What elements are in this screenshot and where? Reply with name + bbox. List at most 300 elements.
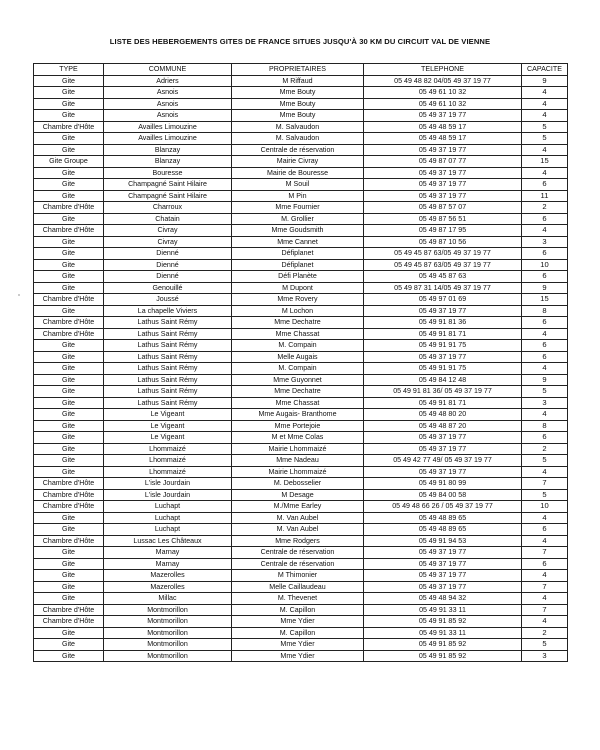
commune-cell: Blanzay	[104, 156, 232, 168]
type-cell: Gite	[34, 432, 104, 444]
table-row	[34, 213, 568, 225]
proprietaire-cell: Mme Dechatre	[232, 386, 364, 398]
telephone-cell: 05 49 91 80 99	[364, 478, 522, 490]
table-row	[34, 593, 568, 605]
table-row	[34, 305, 568, 317]
capacite-cell: 3	[522, 397, 568, 409]
proprietaire-cell: Mme Chassat	[232, 397, 364, 409]
capacite-cell: 7	[522, 478, 568, 490]
commune-cell: Luchapt	[104, 512, 232, 524]
capacite-cell: 6	[522, 248, 568, 260]
commune-cell: Blanzay	[104, 144, 232, 156]
capacite-cell: 9	[522, 75, 568, 87]
commune-cell: Champagné Saint Hilaire	[104, 179, 232, 191]
type-cell: Chambre d'Hôte	[34, 478, 104, 490]
commune-cell: Montmorillon	[104, 616, 232, 628]
proprietaire-cell: Mme Goudsmith	[232, 225, 364, 237]
capacite-cell: 5	[522, 133, 568, 145]
telephone-cell: 05 49 91 81 36	[364, 317, 522, 329]
commune-cell: Chatain	[104, 213, 232, 225]
proprietaire-cell: M. Salvaudon	[232, 121, 364, 133]
commune-cell: Marnay	[104, 558, 232, 570]
proprietaire-cell: Melle Augais	[232, 351, 364, 363]
proprietaire-cell: Mme Bouty	[232, 110, 364, 122]
table-row	[34, 294, 568, 306]
type-cell: Chambre d'Hôte	[34, 328, 104, 340]
table-row	[34, 202, 568, 214]
table-row	[34, 363, 568, 375]
table-row	[34, 512, 568, 524]
telephone-cell: 05 49 48 59 17	[364, 133, 522, 145]
commune-cell: Asnois	[104, 98, 232, 110]
capacite-cell: 8	[522, 420, 568, 432]
telephone-cell: 05 49 87 17 95	[364, 225, 522, 237]
table-row	[34, 432, 568, 444]
telephone-cell: 05 49 37 19 77	[364, 144, 522, 156]
column-header-proprietaires: PROPRIETAIRES	[232, 64, 364, 76]
capacite-cell: 4	[522, 110, 568, 122]
commune-cell: Genouillé	[104, 282, 232, 294]
capacite-cell: 6	[522, 340, 568, 352]
table-row	[34, 121, 568, 133]
type-cell: Gite	[34, 374, 104, 386]
telephone-cell: 05 49 87 07 77	[364, 156, 522, 168]
commune-cell: Bouresse	[104, 167, 232, 179]
type-cell: Gite	[34, 455, 104, 467]
proprietaire-cell: M. Compain	[232, 363, 364, 375]
capacite-cell: 7	[522, 547, 568, 559]
telephone-cell: 05 49 37 19 77	[364, 581, 522, 593]
proprietaire-cell: M. Van Aubel	[232, 512, 364, 524]
telephone-cell: 05 49 91 85 92	[364, 650, 522, 662]
capacite-cell: 9	[522, 374, 568, 386]
commune-cell: Lhommaizé	[104, 455, 232, 467]
telephone-cell: 05 49 87 56 51	[364, 213, 522, 225]
commune-cell: Dienné	[104, 248, 232, 260]
commune-cell: Lathus Saint Rémy	[104, 397, 232, 409]
capacite-cell: 4	[522, 535, 568, 547]
table-row	[34, 570, 568, 582]
commune-cell: Asnois	[104, 110, 232, 122]
type-cell: Gite Groupe	[34, 156, 104, 168]
type-cell: Gite	[34, 363, 104, 375]
table-header	[34, 64, 568, 76]
proprietaire-cell: Mme Chassat	[232, 328, 364, 340]
telephone-cell: 05 49 37 19 77	[364, 190, 522, 202]
proprietaire-cell: M. Salvaudon	[232, 133, 364, 145]
type-cell: Gite	[34, 558, 104, 570]
commune-cell: Lathus Saint Rémy	[104, 374, 232, 386]
type-cell: Gite	[34, 305, 104, 317]
type-cell: Gite	[34, 512, 104, 524]
commune-cell: Montmorillon	[104, 650, 232, 662]
telephone-cell: 05 49 45 87 63/05 49 37 19 77	[364, 259, 522, 271]
capacite-cell: 5	[522, 639, 568, 651]
capacite-cell: 4	[522, 328, 568, 340]
table-row	[34, 236, 568, 248]
telephone-cell: 05 49 48 59 17	[364, 121, 522, 133]
telephone-cell: 05 49 37 19 77	[364, 547, 522, 559]
telephone-cell: 05 49 91 91 75	[364, 363, 522, 375]
table-row	[34, 639, 568, 651]
proprietaire-cell: M. Grollier	[232, 213, 364, 225]
proprietaire-cell: Mme Bouty	[232, 98, 364, 110]
capacite-cell: 6	[522, 179, 568, 191]
telephone-cell: 05 49 37 19 77	[364, 443, 522, 455]
commune-cell: Dienné	[104, 259, 232, 271]
telephone-cell: 05 49 37 19 77	[364, 305, 522, 317]
commune-cell: Lhommaizé	[104, 466, 232, 478]
table-row	[34, 328, 568, 340]
table-row	[34, 167, 568, 179]
capacite-cell: 4	[522, 409, 568, 421]
telephone-cell: 05 49 87 10 56	[364, 236, 522, 248]
proprietaire-cell: Mairie Lhommaizé	[232, 466, 364, 478]
commune-cell: Mazerolles	[104, 581, 232, 593]
capacite-cell: 10	[522, 501, 568, 513]
capacite-cell: 4	[522, 225, 568, 237]
proprietaire-cell: Mme Guyonnet	[232, 374, 364, 386]
proprietaire-cell: Mairie Lhommaizé	[232, 443, 364, 455]
commune-cell: L'isle Jourdain	[104, 478, 232, 490]
proprietaire-cell: Défiplanet	[232, 248, 364, 260]
proprietaire-cell: Mairie Civray	[232, 156, 364, 168]
capacite-cell: 6	[522, 524, 568, 536]
proprietaire-cell: M et Mme Colas	[232, 432, 364, 444]
type-cell: Gite	[34, 650, 104, 662]
proprietaire-cell: Mme Dechatre	[232, 317, 364, 329]
commune-cell: Lathus Saint Rémy	[104, 351, 232, 363]
table-row	[34, 478, 568, 490]
table-row	[34, 558, 568, 570]
type-cell: Gite	[34, 236, 104, 248]
type-cell: Gite	[34, 98, 104, 110]
proprietaire-cell: Mairie de Bouresse	[232, 167, 364, 179]
proprietaire-cell: Mme Cannet	[232, 236, 364, 248]
proprietaire-cell: M Desage	[232, 489, 364, 501]
table-row	[34, 443, 568, 455]
commune-cell: Mazerolles	[104, 570, 232, 582]
type-cell: Gite	[34, 248, 104, 260]
table-row	[34, 409, 568, 421]
type-cell: Gite	[34, 386, 104, 398]
type-cell: Chambre d'Hôte	[34, 535, 104, 547]
table-row	[34, 524, 568, 536]
type-cell: Chambre d'Hôte	[34, 616, 104, 628]
telephone-cell: 05 49 45 87 63	[364, 271, 522, 283]
commune-cell: Joussé	[104, 294, 232, 306]
type-cell: Chambre d'Hôte	[34, 489, 104, 501]
table-row	[34, 282, 568, 294]
capacite-cell: 2	[522, 443, 568, 455]
column-header-capacite: CAPACITE	[522, 64, 568, 76]
capacite-cell: 6	[522, 351, 568, 363]
table-row	[34, 317, 568, 329]
type-cell: Gite	[34, 340, 104, 352]
proprietaire-cell: M Dupont	[232, 282, 364, 294]
capacite-cell: 6	[522, 432, 568, 444]
type-cell: Gite	[34, 282, 104, 294]
telephone-cell: 05 49 84 12 48	[364, 374, 522, 386]
capacite-cell: 4	[522, 167, 568, 179]
type-cell: Gite	[34, 179, 104, 191]
telephone-cell: 05 49 91 81 71	[364, 328, 522, 340]
capacite-cell: 11	[522, 190, 568, 202]
proprietaire-cell: Centrale de réservation	[232, 547, 364, 559]
commune-cell: Lathus Saint Rémy	[104, 317, 232, 329]
proprietaire-cell: M. Van Aubel	[232, 524, 364, 536]
proprietaire-cell: Mme Rodgers	[232, 535, 364, 547]
table-row	[34, 110, 568, 122]
table-row	[34, 156, 568, 168]
commune-cell: Millac	[104, 593, 232, 605]
proprietaire-cell: Mme Ydier	[232, 616, 364, 628]
telephone-cell: 05 49 87 57 07	[364, 202, 522, 214]
type-cell: Gite	[34, 190, 104, 202]
type-cell: Chambre d'Hôte	[34, 121, 104, 133]
capacite-cell: 7	[522, 581, 568, 593]
table-row	[34, 489, 568, 501]
table-row	[34, 604, 568, 616]
table-row	[34, 420, 568, 432]
proprietaire-cell: M Lochon	[232, 305, 364, 317]
capacite-cell: 8	[522, 305, 568, 317]
commune-cell: Lussac Les Châteaux	[104, 535, 232, 547]
table-row	[34, 225, 568, 237]
type-cell: Gite	[34, 570, 104, 582]
table-row	[34, 133, 568, 145]
capacite-cell: 4	[522, 616, 568, 628]
proprietaire-cell: M Pin	[232, 190, 364, 202]
type-cell: Chambre d'Hôte	[34, 317, 104, 329]
type-cell: Gite	[34, 547, 104, 559]
type-cell: Gite	[34, 627, 104, 639]
telephone-cell: 05 49 61 10 32	[364, 98, 522, 110]
proprietaire-cell: Mme Ydier	[232, 650, 364, 662]
type-cell: Chambre d'Hôte	[34, 225, 104, 237]
telephone-cell: 05 49 37 19 77	[364, 351, 522, 363]
telephone-cell: 05 49 37 19 77	[364, 570, 522, 582]
capacite-cell: 15	[522, 156, 568, 168]
telephone-cell: 05 49 48 89 65	[364, 512, 522, 524]
type-cell: Gite	[34, 75, 104, 87]
type-cell: Chambre d'Hôte	[34, 294, 104, 306]
commune-cell: Asnois	[104, 87, 232, 99]
type-cell: Gite	[34, 581, 104, 593]
commune-cell: Adriers	[104, 75, 232, 87]
table-row	[34, 144, 568, 156]
proprietaire-cell: Défi Planète	[232, 271, 364, 283]
telephone-cell: 05 49 48 66 26 / 05 49 37 19 77	[364, 501, 522, 513]
table-row	[34, 248, 568, 260]
commune-cell: Dienné	[104, 271, 232, 283]
type-cell: Gite	[34, 524, 104, 536]
capacite-cell: 4	[522, 466, 568, 478]
table-row	[34, 374, 568, 386]
type-cell: Chambre d'Hôte	[34, 202, 104, 214]
type-cell: Gite	[34, 259, 104, 271]
commune-cell: Luchapt	[104, 524, 232, 536]
commune-cell: Montmorillon	[104, 604, 232, 616]
commune-cell: Availles Limouzine	[104, 121, 232, 133]
telephone-cell: 05 49 37 19 77	[364, 558, 522, 570]
table-row	[34, 340, 568, 352]
commune-cell: Champagné Saint Hilaire	[104, 190, 232, 202]
commune-cell: Lathus Saint Rémy	[104, 340, 232, 352]
telephone-cell: 05 49 61 10 32	[364, 87, 522, 99]
proprietaire-cell: M. Debosselier	[232, 478, 364, 490]
capacite-cell: 9	[522, 282, 568, 294]
telephone-cell: 05 49 37 19 77	[364, 179, 522, 191]
capacite-cell: 4	[522, 570, 568, 582]
capacite-cell: 6	[522, 317, 568, 329]
capacite-cell: 10	[522, 259, 568, 271]
proprietaire-cell: M./Mme Earley	[232, 501, 364, 513]
proprietaire-cell: Mme Rovery	[232, 294, 364, 306]
proprietaire-cell: M. Compain	[232, 340, 364, 352]
table-row	[34, 547, 568, 559]
capacite-cell: 2	[522, 627, 568, 639]
capacite-cell: 4	[522, 144, 568, 156]
type-cell: Gite	[34, 213, 104, 225]
commune-cell: Luchapt	[104, 501, 232, 513]
telephone-cell: 05 49 97 01 69	[364, 294, 522, 306]
capacite-cell: 4	[522, 593, 568, 605]
commune-cell: Lathus Saint Rémy	[104, 363, 232, 375]
table-row	[34, 179, 568, 191]
telephone-cell: 05 49 84 00 58	[364, 489, 522, 501]
telephone-cell: 05 49 37 19 77	[364, 110, 522, 122]
telephone-cell: 05 49 91 33 11	[364, 604, 522, 616]
document-title: LISTE DES HEBERGEMENTS GITES DE FRANCE SITUES JUSQU'À 30 KM DU CIRCUIT VAL DE VIENNE	[109, 37, 491, 46]
type-cell: Gite	[34, 397, 104, 409]
capacite-cell: 6	[522, 213, 568, 225]
commune-cell: La chapelle Viviers	[104, 305, 232, 317]
commune-cell: Le Vigeant	[104, 409, 232, 421]
type-cell: Gite	[34, 167, 104, 179]
commune-cell: Lhommaizé	[104, 443, 232, 455]
table-row	[34, 535, 568, 547]
table-row	[34, 616, 568, 628]
commune-cell: Availles Limouzine	[104, 133, 232, 145]
table-row	[34, 501, 568, 513]
type-cell: Chambre d'Hôte	[34, 501, 104, 513]
proprietaire-cell: Défiplanet	[232, 259, 364, 271]
commune-cell: Civray	[104, 225, 232, 237]
type-cell: Gite	[34, 639, 104, 651]
proprietaire-cell: Melle Caillaudeau	[232, 581, 364, 593]
capacite-cell: 2	[522, 202, 568, 214]
commune-cell: Lathus Saint Rémy	[104, 328, 232, 340]
table-row	[34, 271, 568, 283]
table-row	[34, 75, 568, 87]
telephone-cell: 05 49 48 94 32	[364, 593, 522, 605]
commune-cell: Le Vigeant	[104, 420, 232, 432]
telephone-cell: 05 49 37 19 77	[364, 432, 522, 444]
proprietaire-cell: M Souil	[232, 179, 364, 191]
proprietaire-cell: Centrale de réservation	[232, 558, 364, 570]
capacite-cell: 7	[522, 604, 568, 616]
proprietaire-cell: Mme Fournier	[232, 202, 364, 214]
table-row	[34, 455, 568, 467]
capacite-cell: 4	[522, 512, 568, 524]
table-row	[34, 259, 568, 271]
capacite-cell: 4	[522, 363, 568, 375]
column-header-telephone: TELEPHONE	[364, 64, 522, 76]
proprietaire-cell: Mme Bouty	[232, 87, 364, 99]
telephone-cell: 05 49 91 91 75	[364, 340, 522, 352]
type-cell: Gite	[34, 87, 104, 99]
proprietaire-cell: M. Capillon	[232, 604, 364, 616]
commune-cell: L'isle Jourdain	[104, 489, 232, 501]
commune-cell: Montmorillon	[104, 639, 232, 651]
telephone-cell: 05 49 42 77 49/ 05 49 37 19 77	[364, 455, 522, 467]
capacite-cell: 6	[522, 558, 568, 570]
commune-cell: Le Vigeant	[104, 432, 232, 444]
capacite-cell: 4	[522, 98, 568, 110]
telephone-cell: 05 49 91 33 11	[364, 627, 522, 639]
table-row	[34, 87, 568, 99]
type-cell: Gite	[34, 133, 104, 145]
table-row	[34, 581, 568, 593]
table-row	[34, 397, 568, 409]
table-body	[34, 75, 568, 662]
telephone-cell: 05 49 91 81 71	[364, 397, 522, 409]
telephone-cell: 05 49 37 19 77	[364, 466, 522, 478]
capacite-cell: 15	[522, 294, 568, 306]
capacite-cell: 3	[522, 650, 568, 662]
capacite-cell: 6	[522, 271, 568, 283]
type-cell: Gite	[34, 593, 104, 605]
commune-cell: Montmorillon	[104, 627, 232, 639]
type-cell: Gite	[34, 409, 104, 421]
commune-cell: Marnay	[104, 547, 232, 559]
telephone-cell: 05 49 45 87 63/05 49 37 19 77	[364, 248, 522, 260]
proprietaire-cell: M. Capillon	[232, 627, 364, 639]
telephone-cell: 05 49 48 82 04/05 49 37 19 77	[364, 75, 522, 87]
type-cell: Gite	[34, 144, 104, 156]
telephone-cell: 05 49 37 19 77	[364, 167, 522, 179]
type-cell: Gite	[34, 443, 104, 455]
capacite-cell: 5	[522, 121, 568, 133]
proprietaire-cell: Centrale de réservation	[232, 144, 364, 156]
telephone-cell: 05 49 91 85 92	[364, 616, 522, 628]
telephone-cell: 05 49 87 31 14/05 49 37 19 77	[364, 282, 522, 294]
capacite-cell: 5	[522, 489, 568, 501]
accommodations-table	[33, 63, 568, 662]
telephone-cell: 05 49 91 94 53	[364, 535, 522, 547]
type-cell: Gite	[34, 351, 104, 363]
capacite-cell: 5	[522, 455, 568, 467]
scan-speck	[18, 294, 20, 296]
proprietaire-cell: Mme Portejoie	[232, 420, 364, 432]
capacite-cell: 4	[522, 87, 568, 99]
proprietaire-cell: Mme Augais- Branthome	[232, 409, 364, 421]
type-cell: Chambre d'Hôte	[34, 604, 104, 616]
telephone-cell: 05 49 48 87 20	[364, 420, 522, 432]
commune-cell: Charroux	[104, 202, 232, 214]
telephone-cell: 05 49 91 81 36/ 05 49 37 19 77	[364, 386, 522, 398]
proprietaire-cell: Mme Nadeau	[232, 455, 364, 467]
table-row	[34, 627, 568, 639]
proprietaire-cell: M Thimonier	[232, 570, 364, 582]
proprietaire-cell: M. Thevenet	[232, 593, 364, 605]
type-cell: Gite	[34, 466, 104, 478]
table-row	[34, 386, 568, 398]
proprietaire-cell: M Riffaud	[232, 75, 364, 87]
commune-cell: Civray	[104, 236, 232, 248]
column-header-commune: COMMUNE	[104, 64, 232, 76]
